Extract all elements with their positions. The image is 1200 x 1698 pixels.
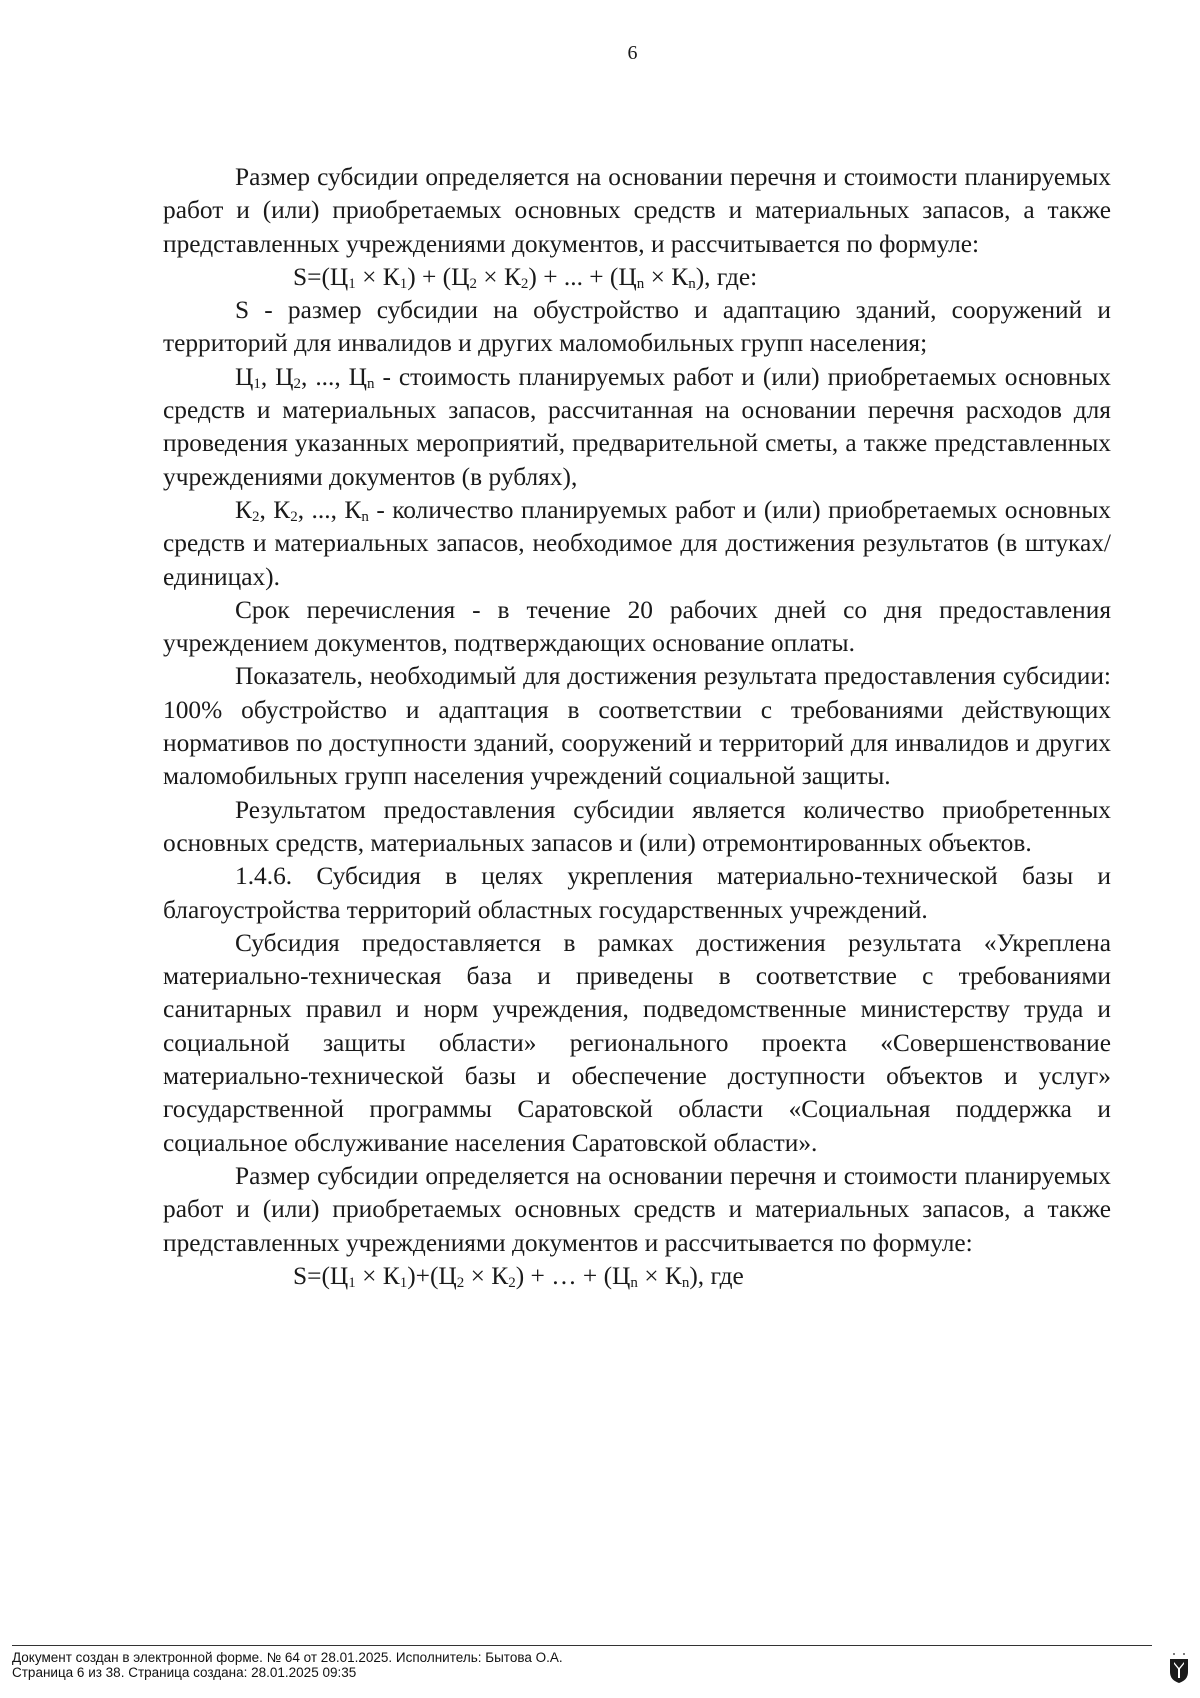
k-definition-text: - количество планируемых работ и (или) приобретаемых основных средств и материальных запасов, необходимое для достижения результатов (в штуках/единицах). xyxy=(163,495,1111,591)
k-symbol-2: , К xyxy=(259,495,291,524)
formula-2-mid-3: × К xyxy=(464,1261,509,1290)
formula-1 xyxy=(163,261,1111,294)
paragraph-result: Результатом предоставления субсидии является количество приобретенных основных средств, материальных запасов и (или) отремонтированных объектов. xyxy=(163,795,1111,857)
formula-1-sub-4: 2 xyxy=(520,275,529,292)
footer-line-1: Документ создан в электронной форме. № 64 от 28.01.2025. Исполнитель: Бытова О.А. xyxy=(12,1650,563,1665)
formula-1-suffix: ), где: xyxy=(695,262,758,291)
formula-2-sub-2: 1 xyxy=(399,1274,408,1291)
paragraph-transfer-term: Срок перечисления - в течение 20 рабочих дней со дня предоставления учреждением документов, подтверждающих основание оплаты. xyxy=(163,595,1111,658)
paragraph-subsidy-size-1: Размер субсидии определяется на основании перечня и стоимости планируемых работ и (или) приобретаемых основных средств и материальных запасов, а также представленных учреждениями документов, и рассчитывается по формуле: xyxy=(163,163,1111,258)
paragraph-c-definition xyxy=(163,361,1111,494)
formula-2-sub-4: 2 xyxy=(508,1274,516,1291)
formula-1-sub-3: 2 xyxy=(469,275,477,292)
paragraph-s-definition: S - размер субсидии на обустройство и адаптацию зданий, сооружений и территорий для инвалидов и других маломобильных групп населения; xyxy=(163,296,1111,358)
formula-1-mid-2: ) + (Ц xyxy=(407,262,470,291)
formula-2-sub-6: n xyxy=(681,1274,690,1291)
formula-2 xyxy=(163,1260,1111,1293)
paragraph-indicator: Показатель, необходимый для достижения результата предоставления субсидии: 100% обустройство и адаптация в соответствии с требованиями действующих нормативов по доступности зданий, сооружений и территорий для инвалидов и других маломобильных групп населения учреждений социальной защиты. xyxy=(163,662,1111,791)
footer-line-2: Страница 6 из 38. Страница создана: 28.01.2025 09:35 xyxy=(12,1665,357,1680)
document-body xyxy=(163,161,1111,1293)
formula-1-mid-3: × К xyxy=(476,262,521,291)
c-symbol: Ц xyxy=(235,362,254,391)
c-symbol-2: , Ц xyxy=(260,362,294,391)
formula-1-mid-4: ) + ... + (Ц xyxy=(528,262,637,291)
formula-1-sub-5: n xyxy=(636,275,645,292)
k-symbol: К xyxy=(235,495,252,524)
paragraph-section-1-4-6: 1.4.6. Субсидия в целях укрепления материально-технической базы и благоустройства территорий областных государственных учреждений. xyxy=(163,862,1111,924)
formula-2-mid-2: )+(Ц xyxy=(407,1261,457,1290)
formula-2-prefix: S=(Ц xyxy=(293,1261,349,1290)
k-sub-2: 2 xyxy=(290,508,298,525)
formula-1-sub-2: 1 xyxy=(399,275,408,292)
coat-of-arms-icon xyxy=(1168,1650,1190,1684)
formula-1-mid-5: × К xyxy=(644,262,689,291)
c-sub-n: n xyxy=(367,375,375,392)
formula-1-mid-1: × К xyxy=(355,262,400,291)
formula-1-sub-6: n xyxy=(688,275,696,292)
k-sub-1: 2 xyxy=(251,508,260,525)
paragraph-k-definition xyxy=(163,494,1111,594)
paragraph-subsidy-provided: Субсидия предоставляется в рамках достижения результата «Укреплена материально-техническая база и приведены в соответствие с требованиями санитарных правил и норм учреждения, подведомственные министерству труда и социальной защиты области» регионального проекта «Совершенствование материально-технической базы и обеспечение доступности объектов и услуг» государственной программы Саратовской области «Социальная поддержка и социальное обслуживание населения Саратовской области». xyxy=(163,928,1111,1157)
k-sub-n: n xyxy=(361,508,369,525)
c-definition-text: - стоимость планируемых работ и (или) приобретаемых основных средств и материальных запасов, рассчитанная на основании перечня расходов для проведения указанных мероприятий, предварительной сметы, а также представленных учреждениями документов (в рублях), xyxy=(163,362,1111,491)
k-symbol-n: , ..., К xyxy=(297,495,362,524)
footer-divider xyxy=(12,1645,1152,1646)
formula-2-mid-5: × К xyxy=(637,1261,682,1290)
formula-2-sub-3: 2 xyxy=(456,1274,465,1291)
footer xyxy=(12,1650,563,1680)
c-symbol-n: , ..., Ц xyxy=(301,362,368,391)
formula-2-sub-5: n xyxy=(630,1274,638,1291)
formula-1-prefix: S=(Ц xyxy=(293,262,349,291)
c-sub-1: 1 xyxy=(253,375,261,392)
c-sub-2: 2 xyxy=(293,375,301,392)
paragraph-subsidy-size-2: Размер субсидии определяется на основании перечня и стоимости планируемых работ и (или) приобретаемых основных средств и материальных запасов, а также представленных учреждениями документов и рассчитывается по формуле: xyxy=(163,1161,1111,1257)
formula-2-mid-4: ) + … + (Ц xyxy=(515,1261,631,1290)
formula-2-suffix: ), где xyxy=(689,1261,744,1290)
formula-2-mid-1: × К xyxy=(355,1261,400,1290)
page-number: 6 xyxy=(627,42,638,64)
formula-1-sub-1: 1 xyxy=(348,275,356,292)
formula-2-sub-1: 1 xyxy=(348,1274,356,1291)
